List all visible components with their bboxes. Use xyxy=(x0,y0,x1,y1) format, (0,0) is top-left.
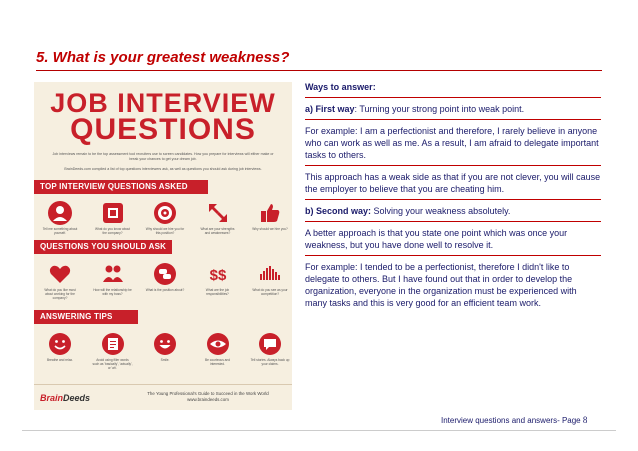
people-icon xyxy=(101,262,125,286)
poster-footer xyxy=(34,384,292,410)
poster-footer-caption xyxy=(130,391,286,403)
brand-part1: Brain xyxy=(40,393,64,403)
clipboard-icon xyxy=(101,332,125,356)
poster-item xyxy=(42,262,78,300)
poster-item xyxy=(95,201,131,235)
second-way xyxy=(305,205,601,217)
brand-part2: Deeds xyxy=(63,393,91,403)
chart-icon xyxy=(258,262,282,286)
poster-item-caption: What are your strengths and weaknesses? xyxy=(200,227,235,235)
poster-item xyxy=(92,332,133,370)
page-number: 8 xyxy=(582,415,588,425)
speech-bubbles-icon xyxy=(153,262,177,286)
second-way-text: Solving your weakness absolutely. xyxy=(371,206,511,216)
target-icon xyxy=(153,201,177,225)
section-band-answering-tips: ANSWERING TIPS xyxy=(34,310,138,324)
talk-icon xyxy=(258,332,282,356)
poster-title-line2: QUESTIONS xyxy=(70,113,256,146)
first-way-label: a) First way xyxy=(305,104,355,114)
slide-heading: 5. What is your greatest weakness? xyxy=(36,49,290,66)
poster-item-caption: Be courteous and interested. xyxy=(205,358,230,366)
thumbs-up-icon xyxy=(258,201,282,225)
eye-icon xyxy=(206,332,230,356)
poster-item-caption: Why should we hire you for this position? xyxy=(145,227,185,235)
poster-intro-note: BrainDeeds.com compiled a list of top questions interviewers ask, as well as questions you should ask during job interviews. xyxy=(64,167,262,171)
heading-divider xyxy=(36,70,602,71)
poster-item xyxy=(147,201,183,235)
section-band-questions-to-ask: QUESTIONS YOU SHOULD ASK xyxy=(34,240,172,254)
infographic-poster xyxy=(34,82,292,410)
divider xyxy=(305,199,601,200)
answer-column xyxy=(305,81,601,309)
poster-item-caption: Breathe and relax. xyxy=(46,358,74,362)
ways-heading: Ways to answer: xyxy=(305,82,376,92)
poster-item xyxy=(42,332,78,370)
poster-item-caption: Smile. xyxy=(160,358,170,362)
divider xyxy=(305,165,601,166)
poster-footer-url: www.braindeeds.com xyxy=(187,397,229,402)
arrows-icon xyxy=(206,201,230,225)
icons-row-questions-asked xyxy=(42,201,288,235)
poster-item-caption: Avoid using filler words such as 'basically', 'actually', or 'ah'. xyxy=(92,358,133,370)
example-2: For example: I tended to be a perfectionist, therefore I didn't like to delegate to others. But I have found out that in order to develop the organization, everyone in the organization must be experienced with many tasks and this is very good for an efficient team work. xyxy=(305,262,577,308)
footer-label: Interview questions and answers- Page xyxy=(441,416,581,425)
divider xyxy=(305,119,601,120)
poster-item-caption: What are the job responsibilities? xyxy=(205,288,230,296)
poster-item-caption: What is the position about? xyxy=(145,288,185,292)
poster-intro: Job interviews remain to be the top assessment tool recruiters use to screen candidates. How you prepare for interviews will either make or break your chances to get your dream job. xyxy=(52,152,274,161)
poster-item xyxy=(200,262,236,300)
icons-row-answering-tips xyxy=(42,332,288,370)
footer-divider xyxy=(22,430,616,431)
better-approach: A better approach is that you state one point which was once your weakness, but you have done well to resolve it. xyxy=(305,228,568,250)
poster-item-caption: Tell stories. Always back up your claims. xyxy=(250,358,290,366)
poster-item xyxy=(147,332,183,370)
example-1: For example: I am a perfectionist and therefore, I rarely believe in anyone who can work as well as me. As a result, I am afraid to delegate important tasks to others. xyxy=(305,126,599,160)
person-icon xyxy=(48,201,72,225)
braindeeds-logo xyxy=(40,393,90,403)
poster-item-caption: Why should we hire you? xyxy=(252,227,288,231)
divider xyxy=(305,221,601,222)
poster-item xyxy=(252,262,288,300)
poster-item xyxy=(95,262,131,300)
poster-item-caption: Tell me something about yourself. xyxy=(42,227,78,235)
weakness-note: This approach has a weak side as that if you are not clever, you will cause the employer to believe that you are cheating him. xyxy=(305,172,601,194)
money-icon xyxy=(206,262,230,286)
poster-item-caption: What do you see as your competition? xyxy=(252,288,288,296)
icons-row-questions-to-ask xyxy=(42,262,288,300)
heart-icon xyxy=(48,262,72,286)
poster-item xyxy=(200,332,236,370)
divider xyxy=(305,97,601,98)
svg-text:$$: $$ xyxy=(209,267,226,284)
page-footer xyxy=(441,415,587,425)
poster-item xyxy=(147,262,183,300)
poster-item-caption: How will the relationship be with my boss? xyxy=(93,288,132,296)
poster-item xyxy=(252,201,288,235)
poster-title-line1: JOB INTERVIEW xyxy=(50,88,276,118)
poster-footer-title: The Young Professional's Guide to Succeed in the Work World xyxy=(147,391,269,396)
divider xyxy=(305,255,601,256)
first-way xyxy=(305,103,601,115)
smile-icon xyxy=(48,332,72,356)
poster-item-caption: What do you like most about working for the company? xyxy=(44,288,76,300)
puzzle-icon xyxy=(101,201,125,225)
second-way-label: b) Second way: xyxy=(305,206,372,216)
grin-icon xyxy=(153,332,177,356)
first-way-text: : Turning your strong point into weak point. xyxy=(354,104,525,114)
poster-item xyxy=(252,332,288,370)
poster-item xyxy=(42,201,78,235)
section-band-questions-asked: TOP INTERVIEW QUESTIONS ASKED xyxy=(34,180,208,194)
poster-item-caption: What do you know about the company? xyxy=(94,227,131,235)
poster-item xyxy=(200,201,236,235)
